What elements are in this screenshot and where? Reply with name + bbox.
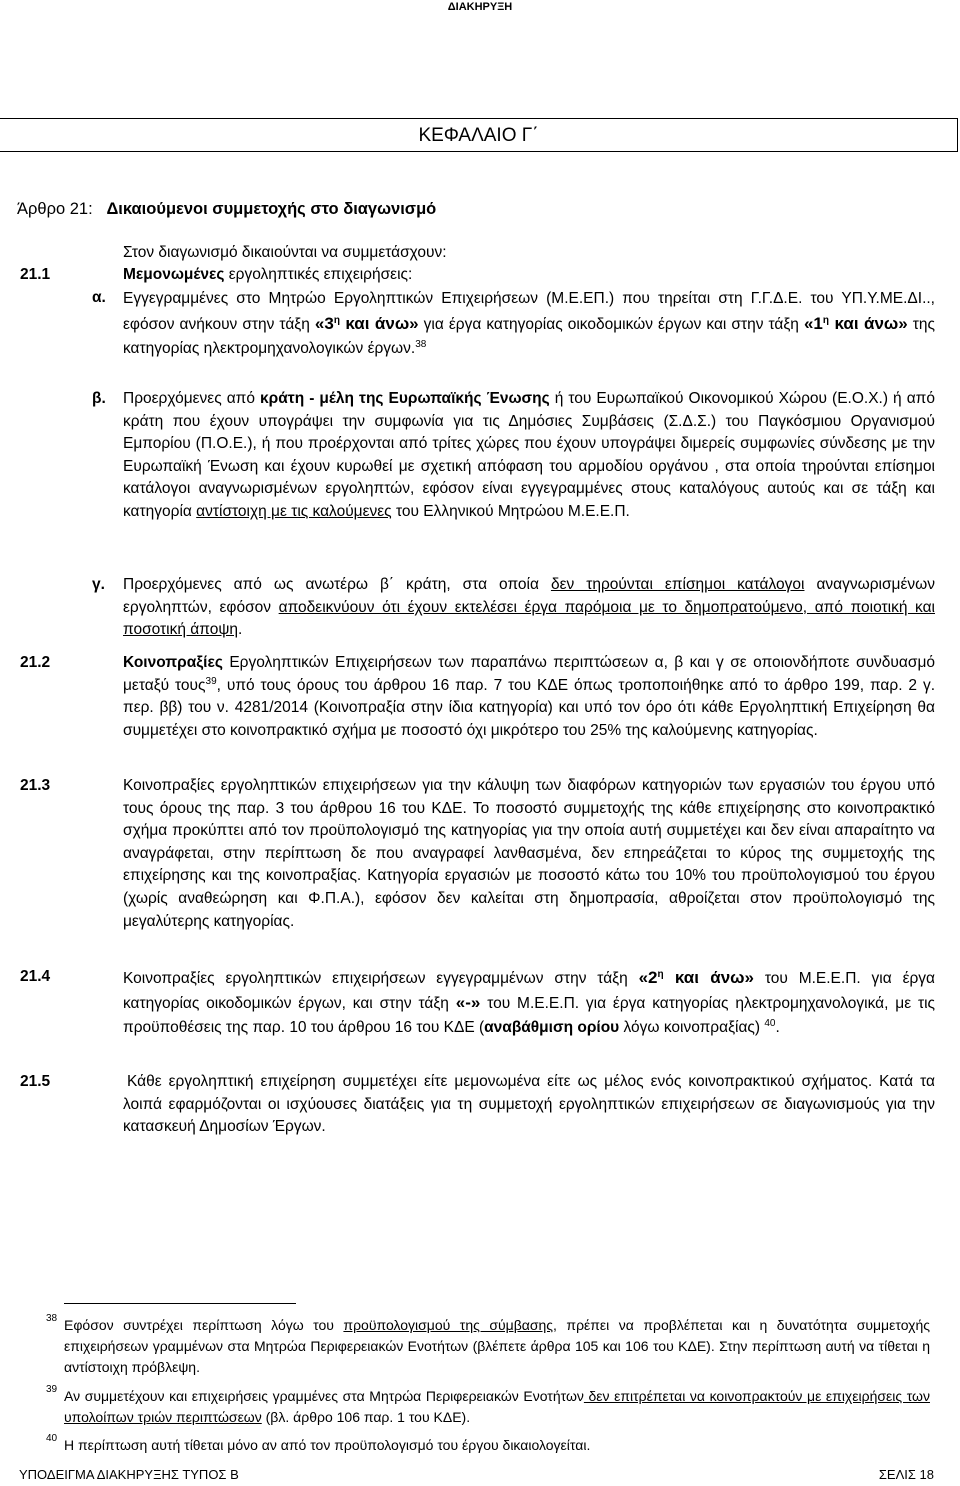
footer-page-number: ΣΕΛΙΣ 18	[878, 1467, 934, 1482]
class-3-rest: και άνω»	[339, 313, 419, 333]
item-c-underline: αποδεικνύουν ότι έχουν εκτελέσει έργα παρόμοια με το δημοπρατούμενο, από ποιοτική και ποσοτική άποψη	[123, 598, 935, 639]
class-3: «3	[314, 313, 334, 333]
page-header: ΔΙΑΚΗΡΥΞΗ	[447, 1, 513, 13]
item-b-part: ή του Ευρωπαϊκού Οικονομικού Χώρου (Ε.Ο.Χ.) ή από κράτη που έχουν υπογράψει την συμφωνία για τις Δημόσιες Συμβάσεις (Σ.Δ.Σ.) του Παγκόσμιου Οργανισμού Εμπορίου (Π.Ο.Ε.), ή που προέρχονται από τρίτες χώρες που έχουν υπογράψει διμερείς συμφωνίες σύνδεσης με την Ευρωπαϊκή Ένωση και έχουν κυρωθεί με σχετική απόφαση του αρμοδίου οργάνου , στα οποία τηρούνται επίσημοι κατάλογοι αναγνωρισμένων εργοληπτών, εφόσον είναι εγγεγραμμένες στους καταλόγους αυτούς και σε τάξη και κατηγορία	[123, 390, 935, 520]
footnote-ref-39: 39	[205, 675, 217, 687]
item-a-part: της κατηγορίας ηλεκτρομηχανολογικών έργων.	[123, 315, 935, 357]
item-a-text	[123, 287, 935, 362]
footnote-39-part: Αν συμμετέχουν και επιχειρήσεις γραμμένες στα Μητρώα Περιφερειακών Ενοτήτων	[64, 1388, 584, 1404]
footnote-38-underline: προϋπολογισμού της σύμβασης	[343, 1317, 554, 1333]
section-21-1-intro: Στον διαγωνισμό δικαιούνται να συμμετάσχουν:	[123, 244, 447, 261]
section-number-21-3: 21.3	[20, 777, 51, 794]
section-number-21-5: 21.5	[20, 1073, 51, 1090]
section-21-4-text	[123, 966, 935, 1040]
section-21-4-part: .	[775, 1019, 780, 1036]
section-21-2-part: , υπό τους όρους του άρθρου 16 παρ. 7 του ΚΔΕ όπως τροποποιήθηκε από το άρθρο 199, παρ. 2 γ. περ. ββ) του ν. 4281/2014 (Κοινοπραξία στην ίδια κατηγορία) και υπό τον όρο ότι κάθε Εργοληπτική Επιχείρηση θα συμμετέχει στο κοινοπρακτικό σχήμα με ποσοστό όχι μικρότερο του 25% της καλούμενης κατηγορίας.	[123, 676, 936, 739]
footer-left: ΥΠΟΔΕΙΓΜΑ ΔΙΑΚΗΡΥΞΗΣ ΤΥΠΟΣ Β	[19, 1467, 239, 1482]
item-a-marker: α.	[92, 289, 106, 306]
class-dash: «-»	[455, 993, 481, 1012]
item-c-text	[123, 574, 935, 642]
class-1: «1	[803, 313, 823, 333]
item-c-part: Προερχόμενες από ως ανωτέρω β΄ κράτη, στα οποία	[123, 576, 551, 593]
section-number-21-1: 21.1	[20, 266, 51, 283]
article-prefix: Άρθρο 21:	[17, 200, 93, 218]
item-b-part: του Ελληνικού Μητρώου Μ.Ε.Ε.Π.	[391, 502, 630, 520]
item-c-part: .	[238, 621, 243, 639]
lead-text: εργοληπτικές επιχειρήσεις:	[224, 266, 413, 283]
footnote-ref-40: 40	[764, 1017, 776, 1029]
item-b-part: Προερχόμενες από	[123, 390, 261, 407]
section-21-5-text: Κάθε εργοληπτική επιχείρηση συμμετέχει είτε μεμονωμένα είτε ως μέλος ενός κοινοπρακτικού σχήματος. Κατά τα λοιπά εφαρμόζονται οι ισχύουσες διατάξεις για τη συμμετοχή εργοληπτικών επιχειρήσεων σε διαγωνισμούς για την κατασκευή Δημοσίων Έργων.	[123, 1073, 935, 1136]
class-1-sup: η	[822, 314, 829, 326]
footnote-38-part: , πρέπει να προβλέπεται και η δυνατότητα συμμετοχής επιχειρήσεων γραμμένων στα Μητρώα Περιφερειακών Ενοτήτων (βλέπετε άρθρα 105 και 106 του ΚΔΕ). Στην περίπτωση αυτή να τίθεται η αντίστοιχη πρόβλεψη.	[64, 1317, 930, 1375]
footnote-mark-39: 39	[46, 1384, 58, 1395]
article-heading	[17, 198, 436, 221]
item-a-part: Εγγεγραμμένες στο Μητρώο Εργοληπτικών Επιχειρήσεων	[123, 290, 538, 307]
footnote-separator	[64, 1303, 296, 1304]
section-21-4-part: του Μ.Ε.Ε.Π. για έργα κατηγορίας ηλεκτρομηχανολογικά, με τις προϋποθέσεις της παρ. 10 του άρθρου 16 του ΚΔΕ (	[123, 995, 936, 1036]
item-b-bold: κράτη - μέλη της Ευρωπαϊκής Ένωσης	[260, 390, 550, 407]
footnote-39	[64, 1386, 930, 1428]
section-21-2-text	[123, 652, 935, 742]
section-number-21-4: 21.4	[20, 968, 51, 985]
section-21-2-part: Εργοληπτικών Επιχειρήσεων των παραπάνω περιπτώσεων α, β και γ σε οποιονδήποτε συνδυασμό μεταξύ τους	[123, 654, 935, 694]
footnote-38	[64, 1315, 930, 1378]
section-21-4-part: του Μ.Ε.Ε.Π. για έργα κατηγορίας οικοδομικών έργων, και στην τάξη	[123, 970, 936, 1012]
section-21-3-text: Κοινοπραξίες εργοληπτικών επιχειρήσεων για την κάλυψη των διαφόρων κατηγοριών των εργασιών του έργου υπό τους όρους της παρ. 3 του άρθρου 16 του ΚΔΕ. Το ποσοστό συμμετοχής της κάθε επιχείρησης στο κοινοπρακτικό σχήμα προκύπτει από τον προϋπολογισμό της κατηγορίας για την οποία αυτή συμμετέχει και δεν είναι απαραίτητο να αναγράφεται, στην περίπτωση δε που αναγραφεί λανθασμένα, δεν επηρεάζεται το κύρος της συμμετοχής της επιχείρησης και της κοινοπραξίας. Κατηγορία εργασιών με ποσοστό κάτω του 10% του προϋπολογισμού του έργου (χωρίς αναθεώρηση και Φ.Π.Α.), εφόσον δεν καλείται στη δημοπρασία, αθροίζεται στον προϋπολογισμό της μεγαλύτερης κατηγορίας.	[123, 777, 935, 930]
lead-bold: Μεμονωμένες	[123, 266, 225, 283]
item-c-marker: γ.	[92, 576, 105, 593]
item-c-underline: δεν τηρούνται επίσημοι κατάλογοι	[550, 576, 805, 593]
class-2-rest: και άνω»	[663, 968, 754, 987]
article-title: Δικαιούμενοι συμμετοχής στο διαγωνισμό	[106, 200, 437, 218]
class-2: «2	[638, 968, 658, 987]
section-21-2-bold: Κοινοπραξίες	[123, 654, 223, 671]
chapter-title: ΚΕΦΑΛΑΙΟ Γ΄	[0, 118, 958, 152]
section-21-1-lead	[123, 264, 935, 287]
footnote-39-part: (βλ. άρθρο 106 παρ. 1 του ΚΔΕ).	[261, 1409, 471, 1425]
class-3-sup: η	[333, 314, 340, 326]
section-21-4-part: λόγω κοινοπραξίας)	[619, 1019, 765, 1036]
item-b-marker: β.	[92, 390, 106, 407]
footnote-38-part: Εφόσον συντρέχει περίπτωση λόγω του	[64, 1317, 344, 1333]
item-a-part: για έργα κατηγορίας οικοδομικών έργων και στην τάξη	[418, 315, 804, 333]
footnote-mark-38: 38	[46, 1313, 58, 1324]
class-1-rest: και άνω»	[829, 313, 908, 333]
item-b-underline: αντίστοιχη με τις καλούμενες	[196, 502, 392, 520]
footnote-mark-40: 40	[46, 1433, 58, 1444]
section-21-4-part: Κοινοπραξίες εργοληπτικών επιχειρήσεων εγγεγραμμένων στην τάξη	[123, 970, 639, 987]
section-number-21-2: 21.2	[20, 654, 51, 671]
footnote-ref-38: 38	[415, 338, 427, 350]
item-b-text	[123, 388, 935, 524]
footnote-40: Η περίπτωση αυτή τίθεται μόνο αν από τον προϋπολογισμό του έργου δικαιολογείται.	[64, 1437, 591, 1453]
class-2-sup: η	[657, 968, 664, 980]
item-a-part: (Μ.Ε.ΕΠ.) που τηρείται στη Γ.Γ.Δ.Ε. του ΥΠ.Υ.ΜΕ.ΔΙ.., εφόσον ανήκουν στην τάξη	[123, 290, 935, 333]
section-21-4-bold: αναβάθμιση ορίου	[484, 1019, 620, 1036]
item-c-part: αναγνωρισμένων εργοληπτών, εφόσον	[123, 576, 935, 616]
footnote-39-underline: δεν επιτρέπεται να κοινοπρακτούν με επιχειρήσεις των υπολοίπων τριών περιπτώσεων	[64, 1388, 930, 1425]
